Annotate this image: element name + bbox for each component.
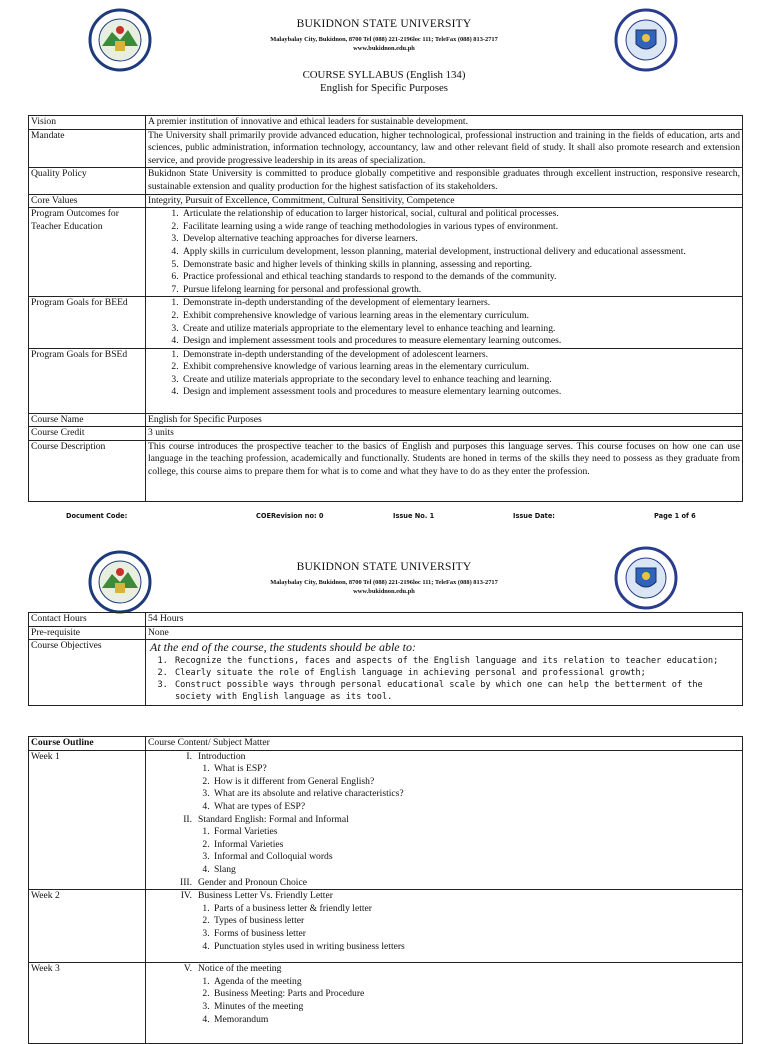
course-description-label: Course Description: [29, 440, 146, 501]
list-item: 1. Recognize the functions, faces and aspects of the English language and its relation to teacher education;: [173, 655, 740, 667]
prerequisite-label: Pre-requisite: [29, 626, 146, 640]
course-description-text: This course introduces the prospective teacher to the basics of English and purposes this language serves. This course focuses on how one can use language in the teaching profession, academically and functionally. Students are honed in terms of the skills they need to possess as they graduate from college, this course aims to prepare them for what is to come and what they have to do as they enter the profession.: [146, 440, 743, 501]
section-heading: [148, 751, 740, 764]
content-header: Course Content/ Subject Matter: [146, 737, 743, 751]
bsed-goals-cell: [146, 348, 743, 413]
beed-goals-list: [148, 297, 740, 347]
outline-header: Course Outline: [29, 737, 146, 751]
program-info-table: [28, 115, 743, 502]
bsed-goals-list: [148, 349, 740, 399]
table-row: [29, 963, 743, 1044]
course-name-label: Course Name: [29, 413, 146, 427]
table-row: [29, 890, 743, 963]
table-header-row: [29, 737, 743, 751]
quality-policy-label: Quality Policy: [29, 168, 146, 194]
list-item: 3. Construct possible ways through personal educational scale by which one can help the betterment of the society with English language as its tool.: [173, 679, 740, 703]
list-item: 3. Forms of business letter: [212, 928, 740, 941]
table-row: [29, 116, 743, 130]
table-row: [29, 626, 743, 640]
list-item: 2. Business Meeting: Parts and Procedure: [212, 988, 740, 1001]
course-outline-table: [28, 736, 743, 1044]
program-outcomes-label: Program Outcomes for Teacher Education: [29, 208, 146, 297]
list-item: 4. Punctuation styles used in writing business letters: [212, 941, 740, 954]
list-item: 4. What are types of ESP?: [212, 801, 740, 814]
list-item: 2. Exhibit comprehensive knowledge of various learning areas in the elementary curriculum.: [181, 361, 740, 374]
vision-text: A premier institution of innovative and ethical leaders for sustainable development.: [146, 116, 743, 130]
program-outcomes-list: [148, 208, 740, 296]
quality-policy-text: Bukidnon State University is committed to produce globally competitive and responsible graduates through excellent instruction, responsive research, sustainable extension and quality production for the highest satisfaction of its stakeholders.: [146, 168, 743, 194]
list-item: 2. Facilitate learning using a wide range of teaching methodologies in various types of environment.: [181, 221, 740, 234]
table-row: [29, 750, 743, 890]
course-credit-label: Course Credit: [29, 427, 146, 441]
table-row: [29, 348, 743, 413]
section-number: II.: [183, 813, 192, 825]
list-item: 2. Exhibit comprehensive knowledge of various learning areas in the elementary curriculum.: [181, 310, 740, 323]
list-item: 4. Apply skills in curriculum development, lesson planning, material development, instructional delivery and educational assessment.: [181, 246, 740, 259]
list-item: 3. Create and utilize materials appropriate to the elementary level to enhance teaching and learning.: [181, 323, 740, 336]
prerequisite-value: None: [146, 626, 743, 640]
topic-list: [148, 903, 740, 953]
list-item: 4. Design and implement assessment tools and procedures to measure elementary learning outcomes.: [181, 335, 740, 348]
core-values-text: Integrity, Pursuit of Excellence, Commitment, Cultural Sensitivity, Competence: [146, 194, 743, 208]
week-content: [146, 963, 743, 1044]
list-item: 2. Clearly situate the role of English language in achieving personal and professional growth;: [173, 667, 740, 679]
list-item: 3. Informal and Colloquial words: [212, 851, 740, 864]
list-item: 2. Types of business letter: [212, 915, 740, 928]
list-item: 4. Slang: [212, 864, 740, 877]
university-website: www.bukidnon.edu.ph: [353, 45, 415, 52]
section-title: Notice of the meeting: [198, 963, 282, 975]
list-item: 6. Practice professional and ethical teaching standards to respond to the demands of the community.: [181, 271, 740, 284]
course-credit-value: 3 units: [146, 427, 743, 441]
university-name: BUKIDNON STATE UNIVERSITY: [296, 18, 472, 30]
issue-date: Issue Date:: [513, 512, 555, 520]
list-item: 2. Informal Varieties: [212, 839, 740, 852]
section-number: V.: [183, 963, 192, 975]
core-values-label: Core Values: [29, 194, 146, 208]
page-number: Page 1 of 6: [654, 512, 696, 520]
section-title: Gender and Pronoun Choice: [198, 876, 307, 888]
list-item: 3. Create and utilize materials appropriate to the secondary level to enhance teaching and learning.: [181, 374, 740, 387]
table-row: [29, 427, 743, 441]
section-number: IV.: [180, 890, 192, 902]
list-item: 1. Articulate the relationship of education to larger historical, social, cultural and political processes.: [181, 208, 740, 221]
table-row: [29, 208, 743, 297]
university-address: Malaybalay City, Bukidnon, 8700 Tel (088) 221-2196loc 111; TeleFax (088) 813-2717: [270, 579, 498, 586]
week-label: Week 2: [29, 890, 146, 963]
mandate-label: Mandate: [29, 129, 146, 168]
section-number: I.: [186, 750, 192, 762]
section-title: Business Letter Vs. Friendly Letter: [198, 890, 333, 902]
week-label: Week 3: [29, 963, 146, 1044]
university-website: www.bukidnon.edu.ph: [353, 588, 415, 595]
table-row: [29, 640, 743, 706]
list-item: 1. Parts of a business letter & friendly letter: [212, 903, 740, 916]
issue-number: Issue No. 1: [393, 512, 435, 520]
topic-list: [148, 763, 740, 813]
list-item: 3. Minutes of the meeting: [212, 1001, 740, 1014]
section-title: Standard English: Formal and Informal: [198, 813, 349, 825]
objectives-list: [148, 655, 740, 703]
revision-number: COERevision no: 0: [256, 512, 324, 520]
topic-list: [148, 976, 740, 1026]
topic-list: [148, 826, 740, 876]
course-subtitle: English for Specific Purposes: [319, 82, 449, 94]
university-name: BUKIDNON STATE UNIVERSITY: [296, 561, 472, 573]
list-item: 3. What are its absolute and relative characteristics?: [212, 788, 740, 801]
week-label: Week 1: [29, 750, 146, 890]
bsed-goals-label: Program Goals for BSEd: [29, 348, 146, 413]
table-row: [29, 194, 743, 208]
list-item: 1. What is ESP?: [212, 763, 740, 776]
list-item: 1. Agenda of the meeting: [212, 976, 740, 989]
vision-label: Vision: [29, 116, 146, 130]
list-item: 5. Demonstrate basic and higher levels of thinking skills in planning, assessing and reporting.: [181, 259, 740, 272]
objectives-intro: At the end of the course, the students should be able to:: [150, 640, 416, 655]
document-code: Document Code:: [66, 512, 128, 520]
table-row: [29, 168, 743, 194]
course-objectives-label: Course Objectives: [29, 640, 146, 706]
contact-hours-value: 54 Hours: [146, 613, 743, 627]
mandate-text: The University shall primarily provide advanced education, higher technological, professional instruction and training in the fields of education, arts and sciences, public administration, information technology, accountancy, law and other relevant field of study. It shall also promote research and extension service, and provide progressive leadership in its areas of specialization.: [146, 129, 743, 168]
list-item: 4. Design and implement assessment tools and procedures to measure elementary learning outcomes.: [181, 386, 740, 399]
list-item: 2. How is it different from General English?: [212, 776, 740, 789]
table-row: [29, 440, 743, 501]
contact-hours-label: Contact Hours: [29, 613, 146, 627]
course-objectives-cell: [146, 640, 743, 706]
table-row: [29, 129, 743, 168]
table-row: [29, 297, 743, 348]
list-item: 1. Demonstrate in-depth understanding of the development of elementary learners.: [181, 297, 740, 310]
list-item: 3. Develop alternative teaching approaches for diverse learners.: [181, 233, 740, 246]
course-name-value: English for Specific Purposes: [146, 413, 743, 427]
section-title: Introduction: [198, 750, 246, 762]
list-item: 1. Formal Varieties: [212, 826, 740, 839]
table-row: [29, 613, 743, 627]
week-content: [146, 750, 743, 890]
list-item: 7. Pursue lifelong learning for personal and professional growth.: [181, 284, 740, 297]
list-item: 4. Memorandum: [212, 1014, 740, 1027]
university-address: Malaybalay City, Bukidnon, 8700 Tel (088) 221-2196loc 111; TeleFax (088) 813-2717: [270, 36, 498, 43]
program-outcomes-cell: [146, 208, 743, 297]
table-row: [29, 413, 743, 427]
section-heading: [148, 963, 740, 976]
week-content: [146, 890, 743, 963]
section-number: III.: [180, 876, 192, 888]
beed-goals-cell: [146, 297, 743, 348]
section-heading: [148, 814, 740, 827]
section-heading: [148, 890, 740, 903]
beed-goals-label: Program Goals for BEEd: [29, 297, 146, 348]
course-info-table: [28, 612, 743, 706]
syllabus-title: COURSE SYLLABUS (English 134): [302, 69, 466, 81]
list-item: 1. Demonstrate in-depth understanding of the development of adolescent learners.: [181, 349, 740, 362]
section-heading: [148, 877, 740, 890]
